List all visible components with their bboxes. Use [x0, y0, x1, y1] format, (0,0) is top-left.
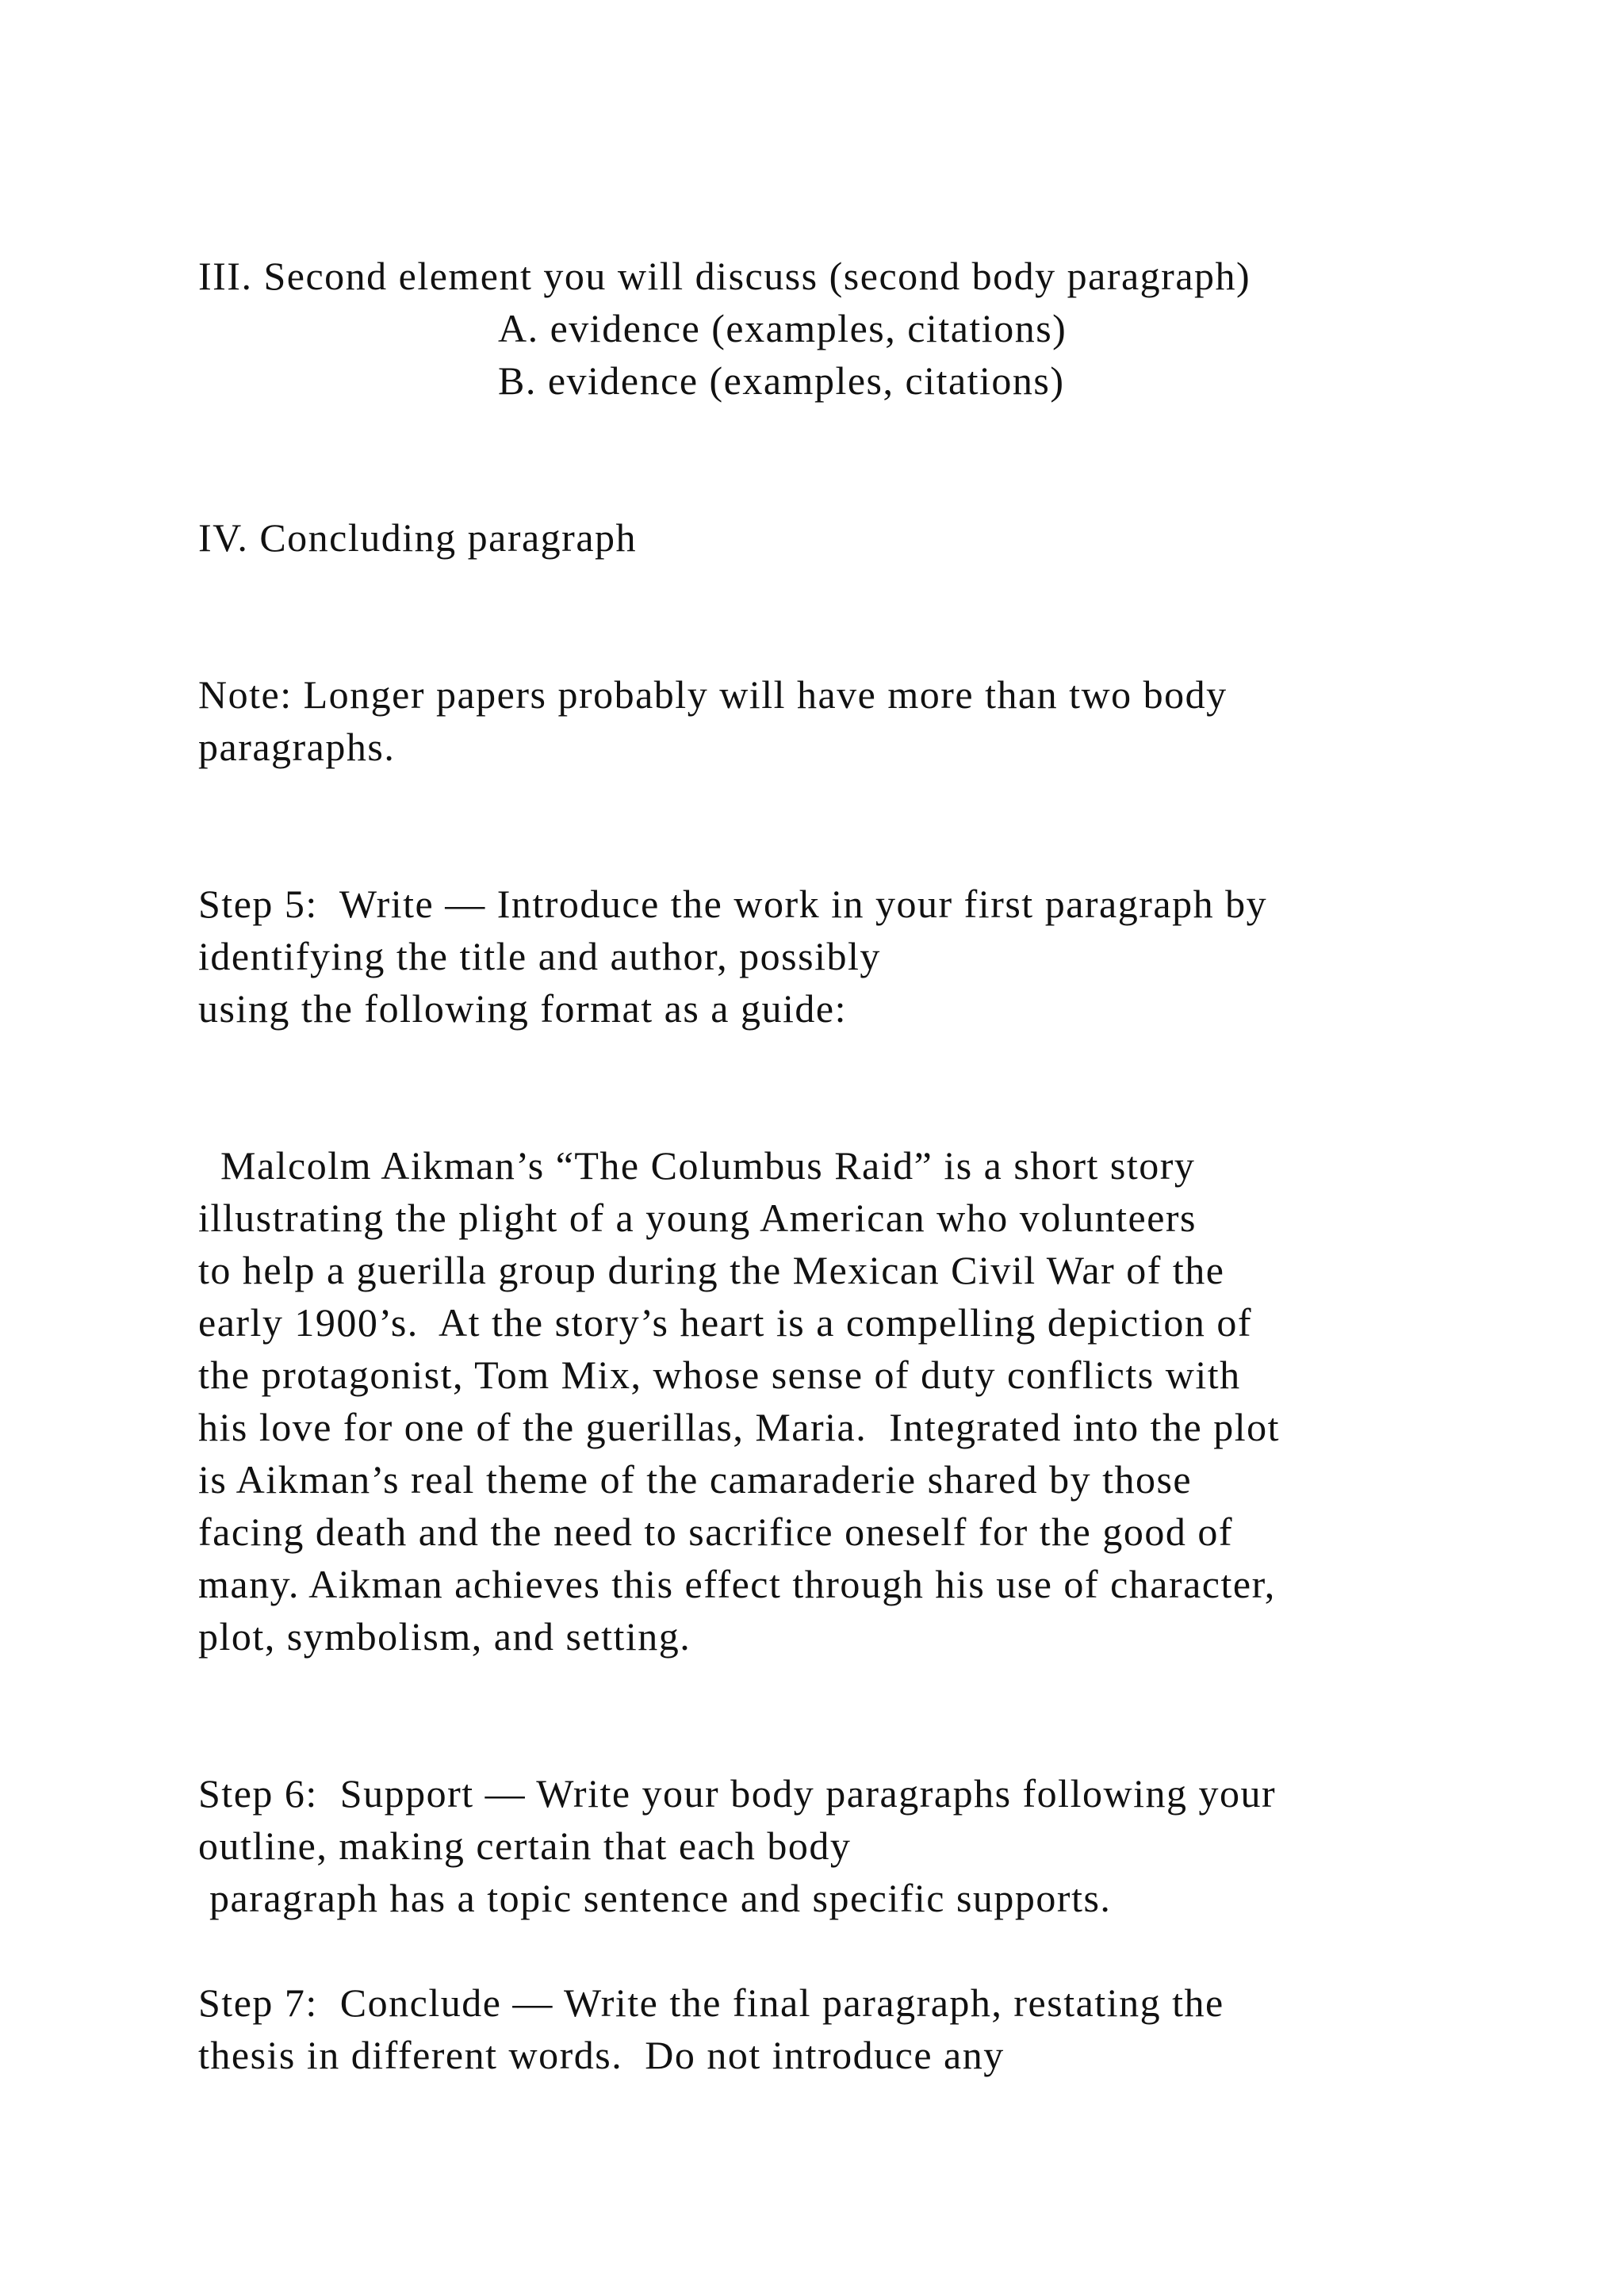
example-line: is Aikman’s real theme of the camaraderie shared by those	[198, 1457, 1193, 1502]
example-line: illustrating the plight of a young American who volunteers	[198, 1196, 1197, 1240]
step6-line: outline, making certain that each body	[198, 1823, 852, 1868]
step7-line: Step 7: Conclude — Write the final paragraph, restating the	[198, 1980, 1224, 2025]
outline-item-iii: III. Second element you will discuss (second body paragraph)	[198, 254, 1251, 298]
step5-line: using the following format as a guide:	[198, 986, 847, 1031]
step6-line: paragraph has a topic sentence and specific supports.	[198, 1876, 1112, 1920]
step5-line: identifying the title and author, possibly	[198, 934, 881, 978]
example-line: Malcolm Aikman’s “The Columbus Raid” is a short story	[198, 1143, 1196, 1188]
note-line: Note: Longer papers probably will have more than two body	[198, 672, 1228, 717]
example-line: to help a guerilla group during the Mexican Civil War of the	[198, 1248, 1225, 1292]
outline-item-iii-a: A. evidence (examples, citations)	[498, 306, 1067, 350]
example-line: plot, symbolism, and setting.	[198, 1614, 691, 1659]
example-line: the protagonist, Tom Mix, whose sense of duty conflicts with	[198, 1353, 1241, 1397]
outline-item-iv: IV. Concluding paragraph	[198, 515, 638, 560]
note-line: paragraphs.	[198, 725, 396, 769]
step5-line: Step 5: Write — Introduce the work in your first paragraph by	[198, 882, 1268, 926]
example-line: early 1900’s. At the story’s heart is a compelling depiction of	[198, 1300, 1253, 1345]
example-line: his love for one of the guerillas, Maria. Integrated into the plot	[198, 1405, 1281, 1449]
step7-line: thesis in different words. Do not introduce any	[198, 2033, 1005, 2077]
example-line: many. Aikman achieves this effect through his use of character,	[198, 1562, 1276, 1606]
outline-item-iii-b: B. evidence (examples, citations)	[498, 358, 1065, 403]
example-line: facing death and the need to sacrifice oneself for the good of	[198, 1510, 1233, 1554]
step6-line: Step 6: Support — Write your body paragraphs following your	[198, 1771, 1277, 1816]
